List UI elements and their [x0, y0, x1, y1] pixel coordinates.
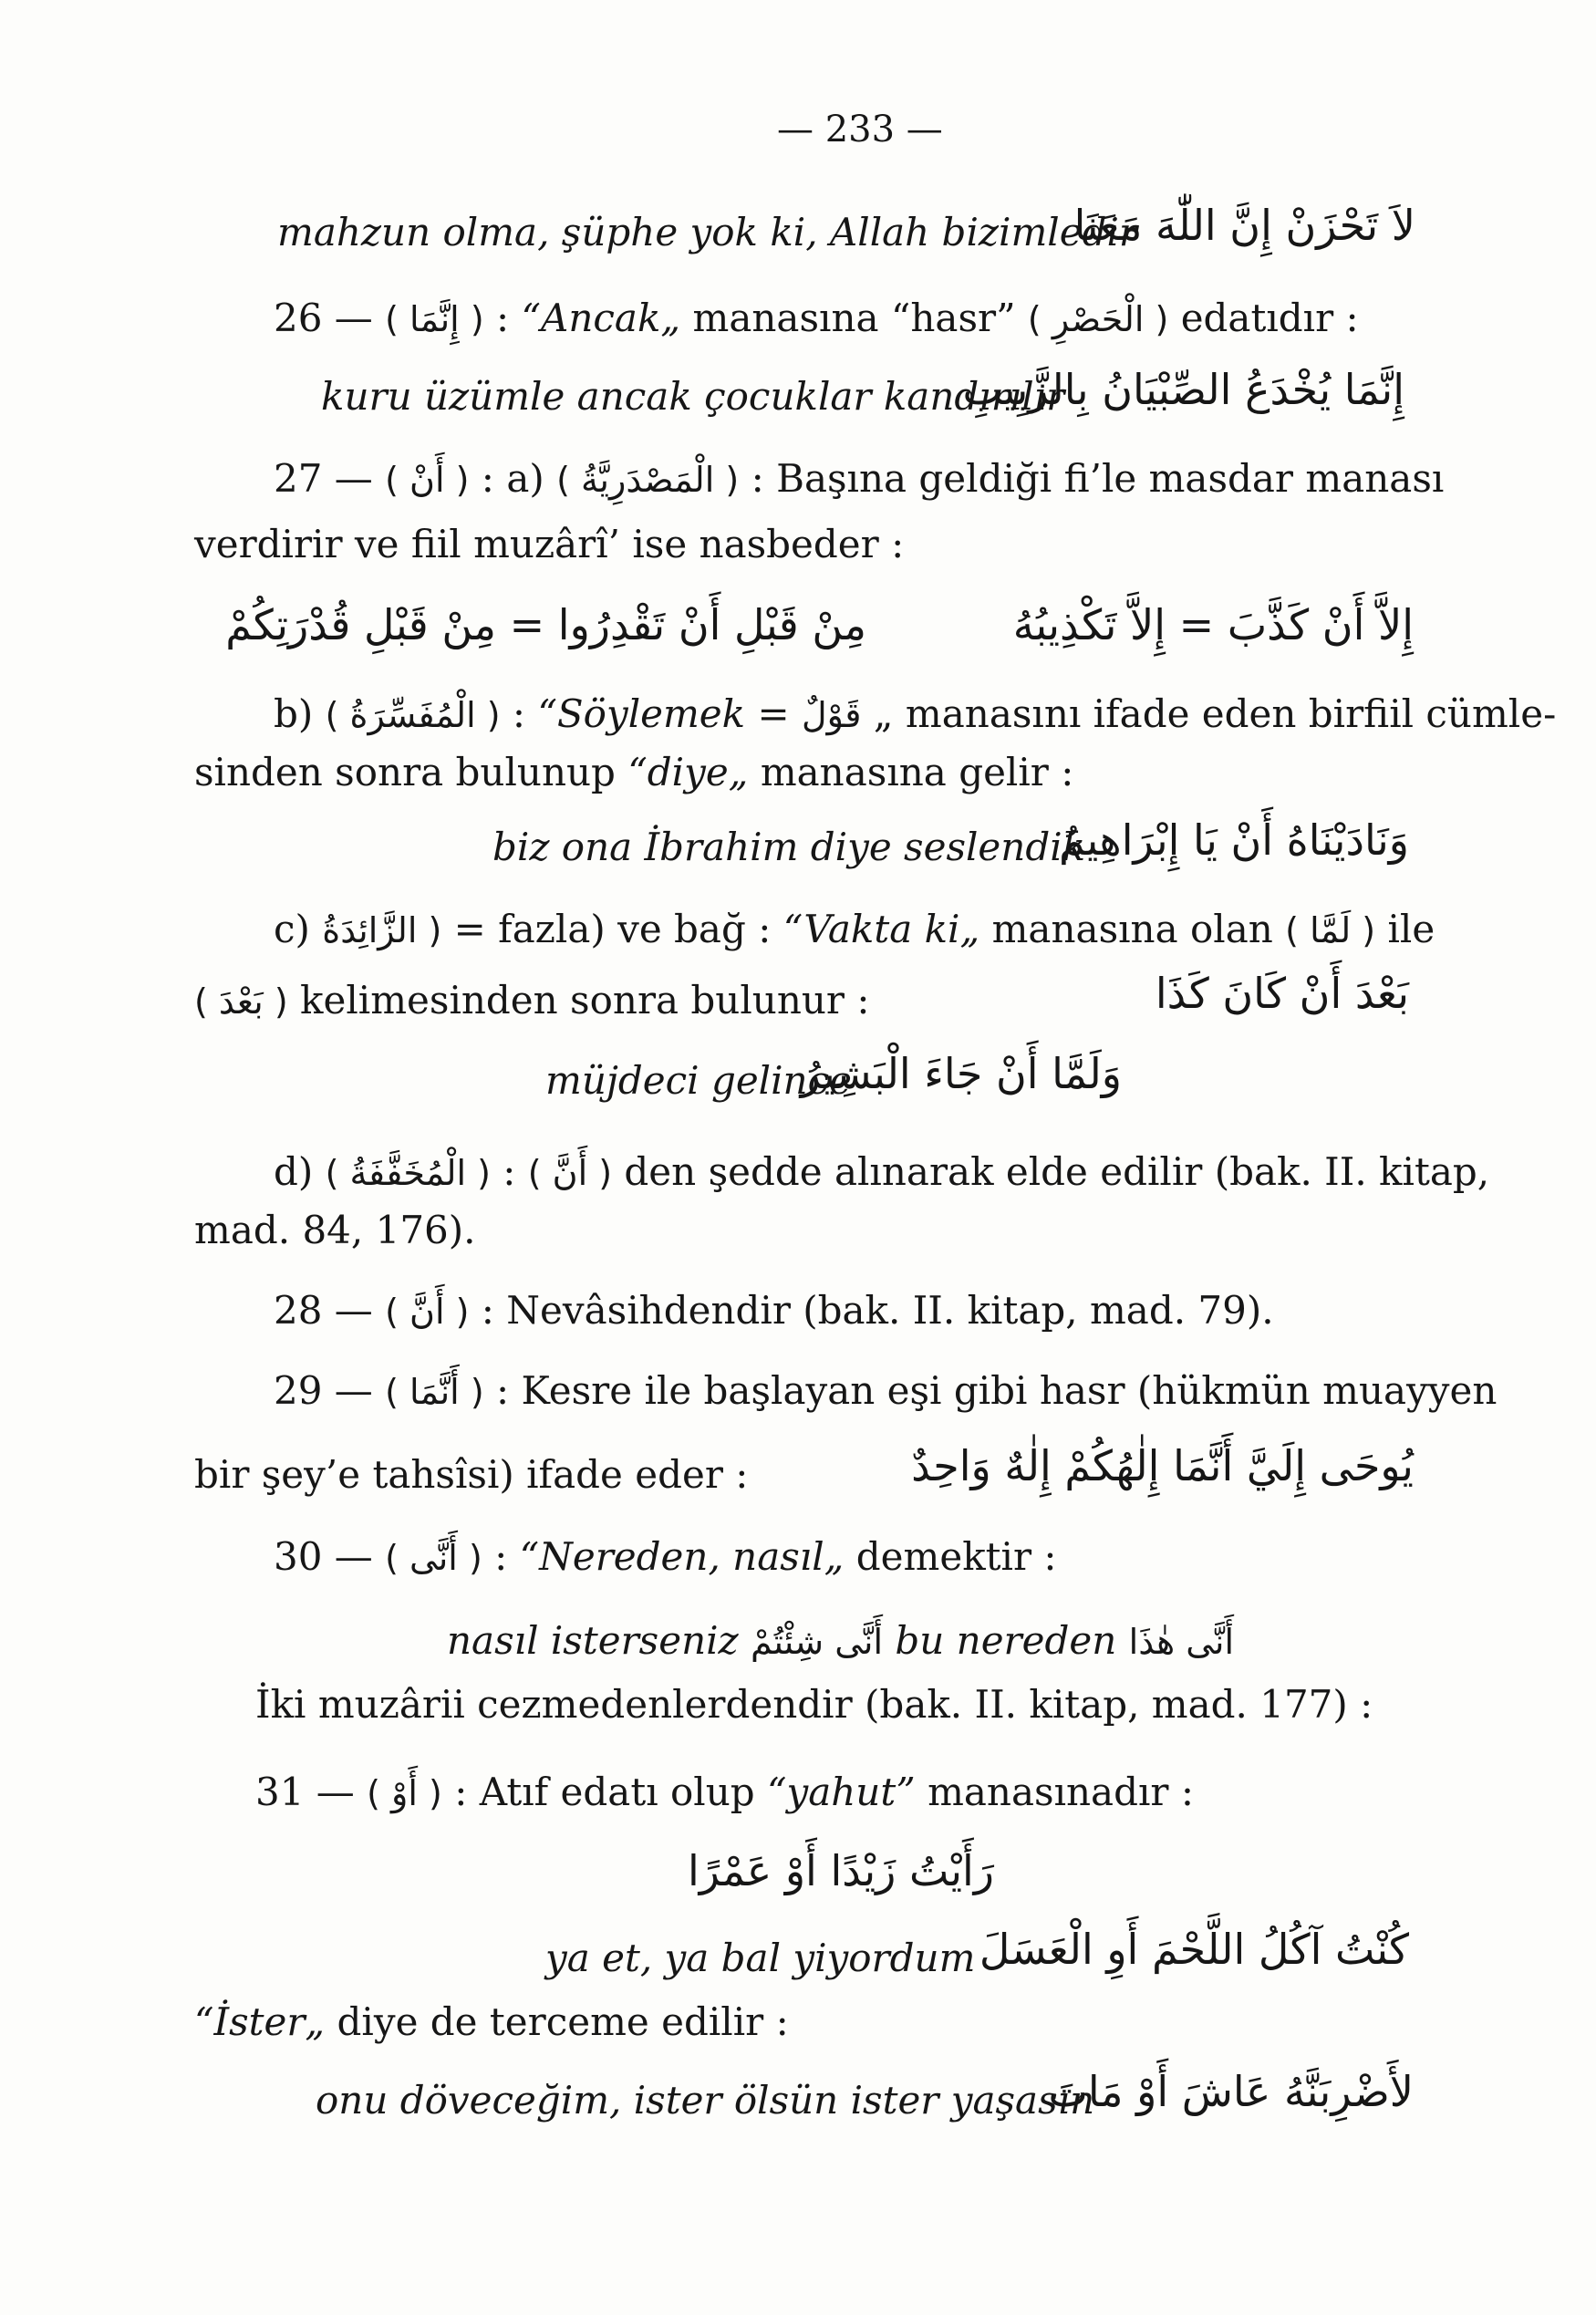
- arabic-term: ( أَوْ ): [367, 1773, 442, 1813]
- translation-span: nasıl isterseniz: [447, 1618, 739, 1663]
- text-span: diye de terceme edilir :: [337, 1999, 789, 2044]
- arabic-term: ( الْمَصْدَرِيَّةُ ): [556, 460, 740, 500]
- example-line: [447, 1618, 1235, 1663]
- entry-26: [274, 296, 1359, 340]
- meaning-quote: “İster„: [194, 1999, 326, 2044]
- translation-line: onu döveceğim, ister ölsün ister yaşasın: [316, 2078, 1095, 2123]
- meaning-tail: edatıdır :: [1180, 296, 1359, 340]
- sub-label: b): [274, 691, 314, 736]
- arabic-term: ( بَعْدَ ): [194, 981, 288, 1022]
- text-line: mad. 84, 176).: [194, 1208, 476, 1252]
- arabic-example: لأَضْرِبَنَّهُ عَاشَ أَوْ مَاتَ: [1048, 2067, 1414, 2116]
- text-line: bir şey’e tahsîsi) ifade eder :: [194, 1452, 749, 1497]
- entry-27c: [274, 907, 1435, 951]
- entry-number: 27 —: [274, 456, 373, 501]
- arabic-term: ( الْمُفَسِّرَةُ ): [325, 695, 501, 735]
- text-span: : Nevâsihdendir (bak. II. kitap, mad. 79).: [481, 1288, 1274, 1333]
- meaning-text: „ manasını ifade eden birfiil cümle-: [873, 691, 1557, 736]
- sub-label: a): [506, 456, 544, 501]
- text-span: = fazla) ve bağ :: [453, 907, 772, 951]
- entry-28: [274, 1288, 1274, 1333]
- text-line: İki muzârii cezmedenlerdendir (bak. II. kitap, mad. 177) :: [255, 1682, 1373, 1727]
- text-line: verdirir ve fiil muzârî’ ise nasbeder :: [194, 522, 905, 566]
- sub-label: d): [274, 1149, 314, 1194]
- arabic-example: أَنَّى شِئْتُمْ: [751, 1622, 883, 1662]
- arabic-example: وَنَادَيْنَاهُ أَنْ يَا إِبْرَاهِيمُ: [1058, 815, 1409, 865]
- arabic-example: مِنْ قَبْلِ أَنْ تَقْدِرُوا = مِنْ قَبْلِ قُدْرَتِكُمْ: [225, 600, 866, 649]
- arabic-term: ( أَنَّمَا ): [385, 1372, 484, 1412]
- page-number: — 233 —: [777, 109, 943, 151]
- meaning-quote: “yahut”: [767, 1770, 916, 1814]
- entry-27d: [274, 1149, 1490, 1194]
- colon: :: [496, 296, 510, 340]
- meaning-text: manasına “hasr”: [692, 296, 1016, 340]
- text-span: den şedde alınarak elde edilir (bak. II. kitap,: [624, 1149, 1490, 1194]
- translation-span: bu nereden: [895, 1618, 1117, 1663]
- entry-number: 31 —: [255, 1770, 355, 1814]
- text-span: ile: [1387, 907, 1435, 951]
- arabic-example: لاَ تَحْزَنْ إِنَّ اللّٰهَ مَعَنَا: [1073, 201, 1415, 250]
- sub-label: c): [274, 907, 310, 951]
- entry-29: [274, 1368, 1498, 1413]
- text-span: demektir :: [855, 1534, 1057, 1579]
- arabic-term: ( إِنَّمَا ): [385, 299, 484, 339]
- text-span: manasına olan: [991, 907, 1273, 951]
- arabic-term: ( الْحَصْرِ ): [1027, 299, 1169, 339]
- entry-31: [255, 1770, 1194, 1814]
- arabic-example: يُوحَى إِلَيَّ أَنَّمَا إِلٰهُكُمْ إِلٰهٌ وَاحِدٌ: [911, 1441, 1414, 1490]
- meaning-quote: “Ancak„: [521, 296, 681, 340]
- entry-27b: [274, 691, 1557, 736]
- text-span: manasınadır :: [928, 1770, 1194, 1814]
- translation-line: kuru üzümle ancak çocuklar kandırılır: [321, 374, 1065, 419]
- translation-line: biz ona İbrahim diye seslendik: [492, 825, 1086, 869]
- colon: :: [512, 691, 526, 736]
- meaning-quote: “Nereden, nasıl„: [519, 1534, 845, 1579]
- meaning-quote: “diye„: [627, 750, 749, 794]
- meaning-text: : Başına geldiği fi’le masdar manası: [751, 456, 1445, 501]
- colon: :: [503, 1149, 516, 1194]
- text-line: [194, 1999, 789, 2044]
- entry-number: 29 —: [274, 1368, 373, 1413]
- text-span: manasına gelir :: [760, 750, 1074, 794]
- arabic-term: ( أَنَّ ): [385, 1292, 470, 1332]
- colon: :: [481, 456, 494, 501]
- text-span: kelimesinden sonra bulunur :: [300, 978, 870, 1023]
- arabic-term: ( أَنْ ): [385, 460, 470, 500]
- text-span: : Atıf edatı olup: [454, 1770, 755, 1814]
- meaning-quote: “Vakta ki„: [782, 907, 980, 951]
- text-line: [194, 978, 870, 1023]
- arabic-example: وَلَمَّا أَنْ جَاءَ الْبَشِيرُ: [800, 1049, 1122, 1098]
- translation-line: mahzun olma, şüphe yok ki, Allah bizimledir: [277, 210, 1137, 254]
- colon: :: [494, 1534, 508, 1579]
- arabic-term: ( الزَّائِدَةُ: [322, 910, 442, 950]
- arabic-term: ( لَمَّا ): [1285, 910, 1376, 950]
- arabic-example: إِنَّمَا يُخْدَعُ الصِّبْيَانُ بِالزَّبِيبِ: [962, 365, 1404, 414]
- translation-line: ya et, ya bal yiyordum: [545, 1936, 976, 1980]
- arabic-example: رَأَيْتُ زَيْدًا أَوْ عَمْرًا: [688, 1846, 994, 1895]
- entry-number: 26 —: [274, 296, 373, 340]
- translation-line: müjdeci gelince: [545, 1058, 852, 1103]
- arabic-example: أَنَّى هٰذَا: [1128, 1622, 1235, 1662]
- arabic-term: ( أَنَّ ): [527, 1153, 613, 1193]
- text-span: sinden sonra bulunup: [194, 750, 616, 794]
- text-line: [194, 750, 1074, 794]
- entry-number: 28 —: [274, 1288, 373, 1333]
- entry-27: [274, 456, 1445, 501]
- arabic-example: إِلاَّ أَنْ كَذَّبَ = إِلاَّ تَكْذِيبُهُ: [1012, 600, 1414, 649]
- entry-number: 30 —: [274, 1534, 373, 1579]
- entry-30: [274, 1534, 1057, 1579]
- arabic-example: بَعْدَ أَنْ كَانَ كَذَا: [1155, 969, 1409, 1018]
- arabic-word: قَوْلٌ: [802, 695, 862, 735]
- arabic-term: ( الْمُخَفَّفَةُ ): [325, 1153, 491, 1193]
- arabic-example: كُنْتُ آكُلُ اللَّحْمَ أَوِ الْعَسَلَ: [979, 1925, 1409, 1974]
- text-span: : Kesre ile başlayan eşi gibi hasr (hükmün muayyen: [496, 1368, 1498, 1413]
- meaning-quote: “Söylemek =: [537, 691, 790, 736]
- arabic-term: ( أَنَّى ): [385, 1538, 482, 1578]
